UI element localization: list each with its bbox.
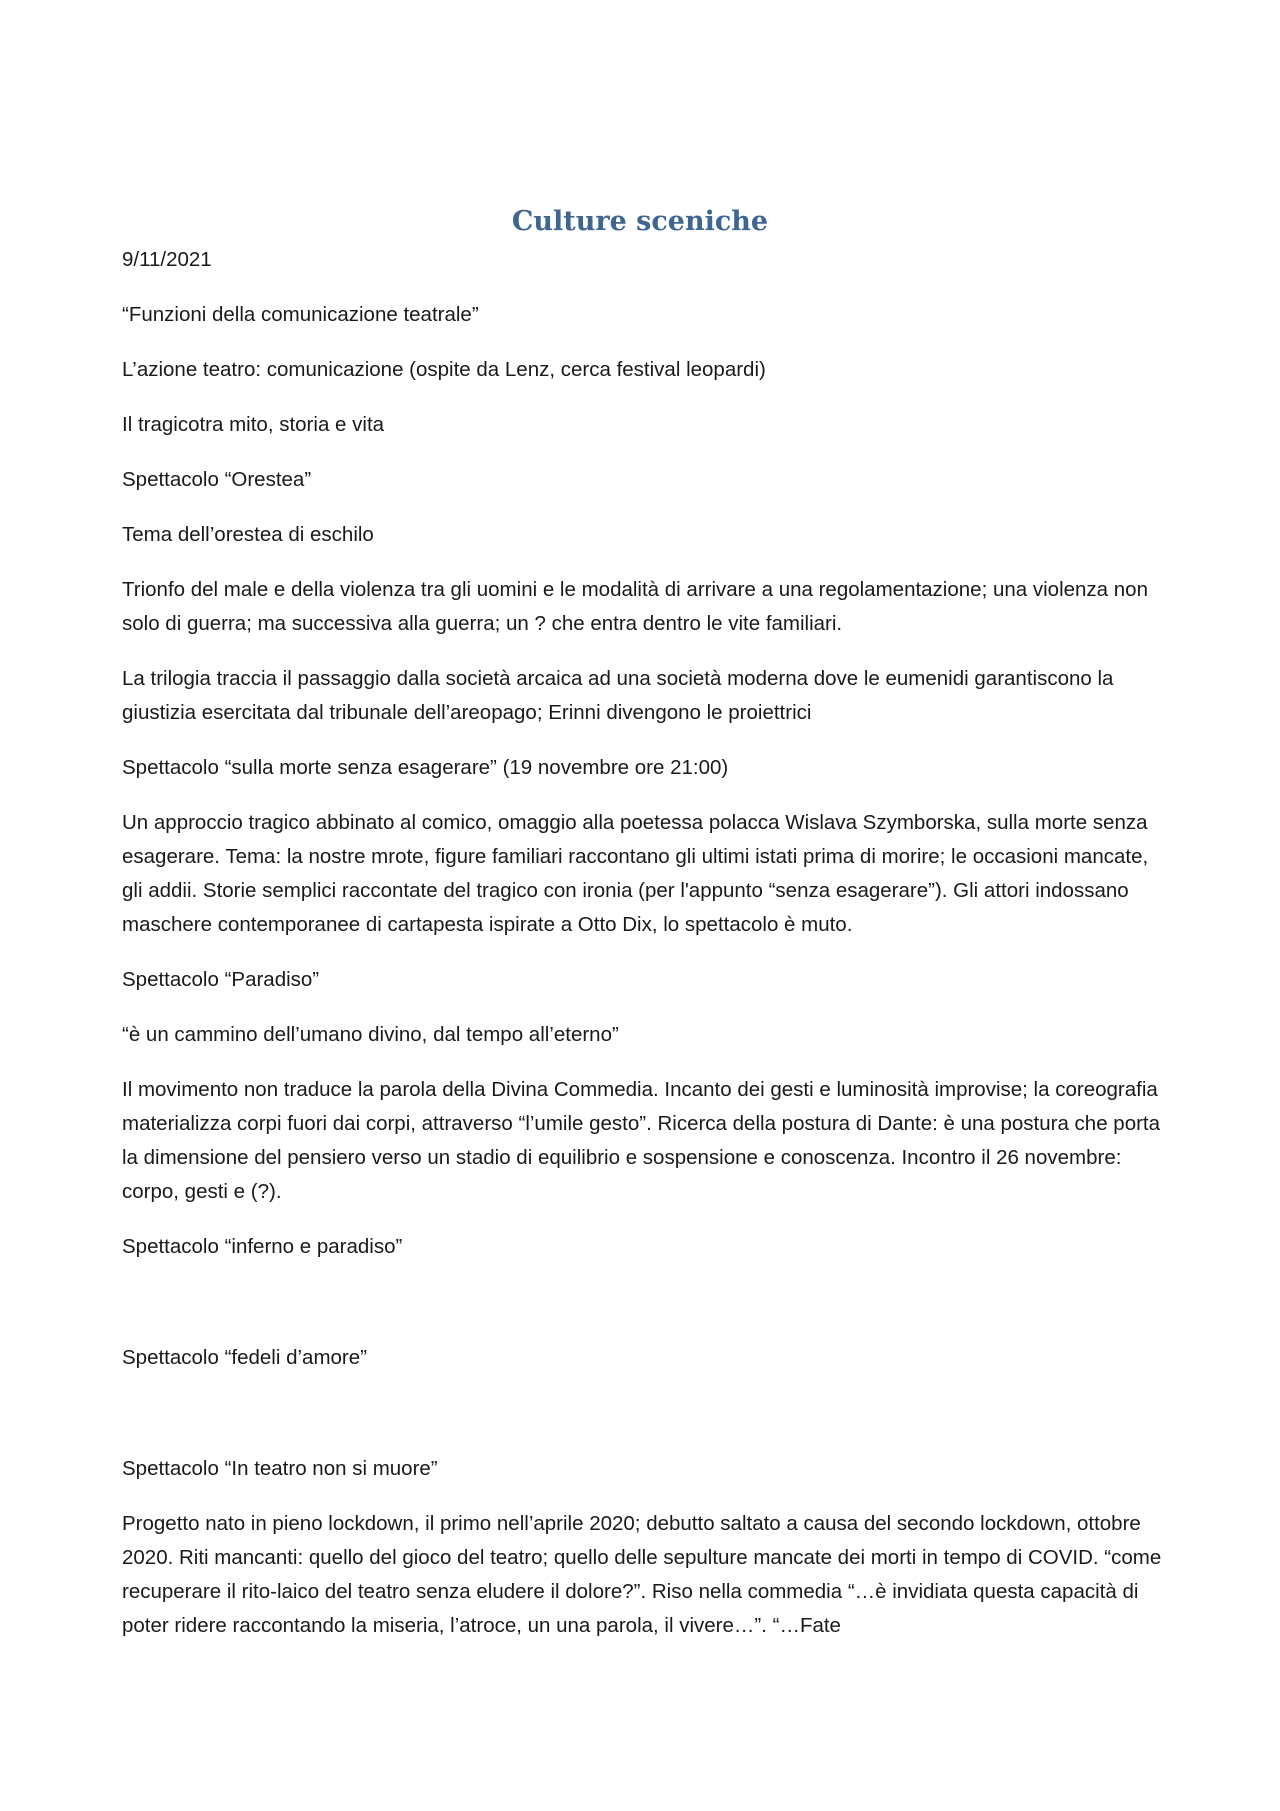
paragraph: Trionfo del male e della violenza tra gli uomini e le modalità di arrivare a una regolamentazione; una violenza non solo di guerra; ma successiva alla guerra; un ? che entra dentro le vite familiari. xyxy=(122,578,1148,635)
paragraph: Il tragicotra mito, storia e vita xyxy=(122,413,385,436)
paragraph: Progetto nato in pieno lockdown, il primo nell’aprile 2020; debutto saltato a causa del secondo lockdown, ottobre 2020. Riti mancanti: quello del gioco del teatro; quello delle sepulture mancate dei morti in tempo di COVID. “come recuperare il rito-laico del teatro senza eludere il dolore?”. Riso nella commedia “…è invidiata questa capacità di poter ridere raccontando la miseria, l’atroce, un una parola, il vivere…”. “…Fate xyxy=(122,1512,1162,1637)
paragraph: Spettacolo “sulla morte senza esagerare” (19 novembre ore 21:00) xyxy=(122,756,729,779)
document-body xyxy=(122,243,1162,1664)
paragraph: L’azione teatro: comunicazione (ospite da Lenz, cerca festival leopardi) xyxy=(122,358,766,381)
paragraph: “è un cammino dell’umano divino, dal tempo all’eterno” xyxy=(122,1023,619,1046)
paragraph: Spettacolo “Orestea” xyxy=(122,468,312,491)
paragraph: Spettacolo “Paradiso” xyxy=(122,968,320,991)
paragraph: Spettacolo “fedeli d’amore” xyxy=(122,1346,367,1369)
date-line: 9/11/2021 xyxy=(122,248,212,271)
paragraph: Spettacolo “inferno e paradiso” xyxy=(122,1235,403,1258)
paragraph: Un approccio tragico abbinato al comico, omaggio alla poetessa polacca Wislava Szymborska, sulla morte senza esagerare. Tema: la nostre mrote, figure familiari raccontano gli ultimi istati prima di morire; le occasioni mancate, gli addii. Storie semplici raccontate del tragico con ironia (per l'appunto “senza esagerare”). Gli attori indossano maschere contemporanee di cartapesta ispirate a Otto Dix, lo spettacolo è muto. xyxy=(122,811,1149,936)
document-title: Culture sceniche xyxy=(511,206,769,237)
paragraph: “Funzioni della comunicazione teatrale” xyxy=(122,303,479,326)
blank-space xyxy=(122,1285,1162,1341)
paragraph: Il movimento non traduce la parola della Divina Commedia. Incanto dei gesti e luminosità improvise; la coreografia materializza corpi fuori dai corpi, attraverso “l’umile gesto”. Ricerca della postura di Dante: è una postura che porta la dimensione del pensiero verso un stadio di equilibrio e sospensione e conoscenza. Incontro il 26 novembre: corpo, gesti e (?). xyxy=(122,1078,1161,1203)
paragraph: La trilogia traccia il passaggio dalla società arcaica ad una società moderna dove le eumenidi garantiscono la giustizia esercitata dal tribunale dell’areopago; Erinni divengono le proiettrici xyxy=(122,667,1114,724)
blank-space xyxy=(122,1396,1162,1452)
paragraph: Spettacolo “In teatro non si muore” xyxy=(122,1457,438,1480)
paragraph: Tema dell’orestea di eschilo xyxy=(122,523,374,546)
